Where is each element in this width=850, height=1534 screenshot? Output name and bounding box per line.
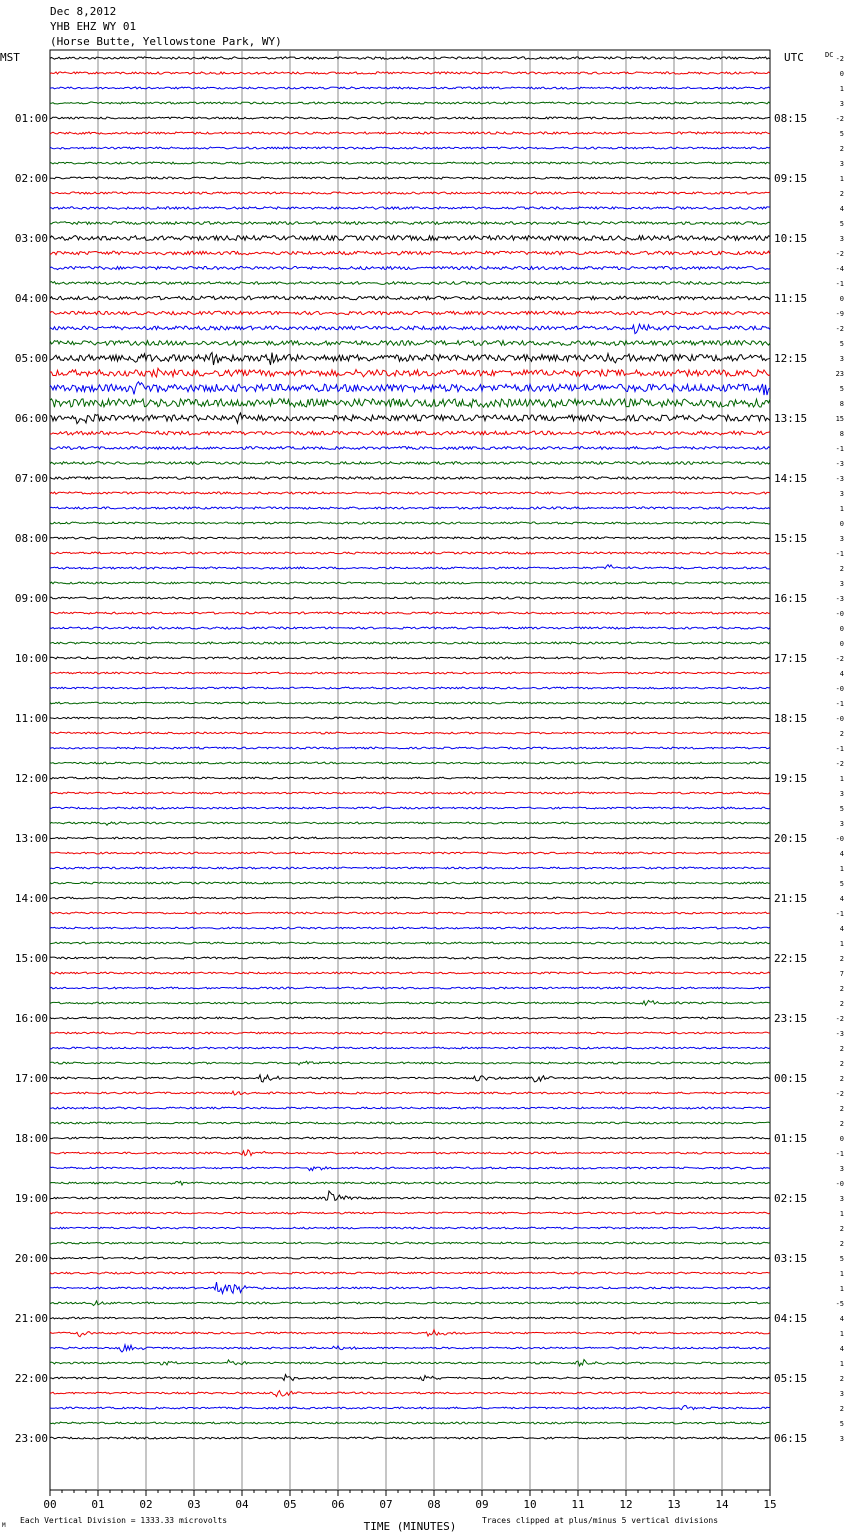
dc-offset-label: 4: [839, 1315, 844, 1323]
seismic-trace: [50, 72, 770, 74]
dc-offset-label: -4: [835, 265, 844, 273]
seismic-trace: [50, 867, 770, 869]
seismic-trace: [50, 522, 770, 524]
seismic-trace: [50, 807, 770, 809]
seismic-trace: [50, 717, 770, 719]
dc-offset-label: 23: [835, 370, 844, 378]
seismic-trace: [50, 777, 770, 779]
dc-offset-label: 5: [839, 1420, 844, 1428]
dc-offset-label: 0: [839, 1135, 844, 1143]
x-tick-label: 15: [763, 1498, 777, 1511]
seismic-trace: [50, 162, 770, 164]
seismic-trace: [50, 147, 770, 149]
utc-hour-label: 10:15: [774, 232, 808, 245]
dc-offset-label: -2: [835, 1090, 844, 1098]
mst-hour-label: 06:00: [14, 412, 48, 425]
seismic-trace: [50, 207, 770, 209]
mst-axis-label: MST: [0, 51, 20, 64]
utc-hour-label: 09:15: [774, 172, 808, 185]
seismic-trace: [50, 1167, 770, 1171]
seismic-trace: [50, 912, 770, 914]
dc-offset-label: 8: [839, 430, 844, 438]
seismic-trace: [50, 324, 770, 333]
utc-hour-label: 20:15: [774, 832, 808, 845]
dc-offset-label: 1: [839, 1270, 844, 1278]
seismic-trace: [50, 927, 770, 929]
seismic-trace: [50, 1047, 770, 1049]
seismic-trace: [50, 732, 770, 734]
seismic-trace: [50, 687, 770, 689]
x-tick-label: 04: [235, 1498, 249, 1511]
seismic-trace: [50, 341, 770, 346]
seismic-trace: [50, 1212, 770, 1214]
seismic-trace: [50, 972, 770, 974]
seismic-trace: [50, 957, 770, 959]
seismic-trace: [50, 1345, 770, 1352]
x-tick-label: 09: [475, 1498, 489, 1511]
dc-offset-label: 2: [839, 1120, 844, 1128]
dc-offset-label: -1: [835, 550, 844, 558]
dc-offset-label: 7: [839, 970, 844, 978]
dc-offset-label: 2: [839, 1375, 844, 1383]
mst-hour-label: 05:00: [14, 352, 48, 365]
seismic-trace: [50, 413, 770, 424]
dc-offset-label: 5: [839, 340, 844, 348]
seismic-trace: [50, 1360, 770, 1366]
seismic-trace: [50, 1191, 770, 1200]
seismic-trace: [50, 132, 770, 134]
dc-offset-label: 4: [839, 850, 844, 858]
dc-offset-label: -5: [835, 1300, 844, 1308]
utc-hour-label: 05:15: [774, 1372, 808, 1385]
seismic-trace: [50, 1257, 770, 1259]
mst-hour-label: 12:00: [14, 772, 48, 785]
seismic-trace: [50, 311, 770, 314]
dc-offset-label: 2: [839, 190, 844, 198]
dc-offset-label: 2: [839, 1045, 844, 1053]
seismic-trace: [50, 87, 770, 89]
utc-hour-label: 08:15: [774, 112, 808, 125]
utc-hour-label: 14:15: [774, 472, 808, 485]
utc-hour-label: 16:15: [774, 592, 808, 605]
seismic-trace: [50, 1391, 770, 1397]
dc-offset-label: 3: [839, 580, 844, 588]
seismic-trace: [50, 1107, 770, 1109]
dc-offset-label: -0: [835, 610, 844, 618]
dc-offset-label: -2: [835, 655, 844, 663]
x-tick-label: 03: [187, 1498, 201, 1511]
dc-offset-label: -9: [835, 310, 844, 318]
clip-note: Traces clipped at plus/minus 5 vertical divisions: [482, 1516, 719, 1525]
seismic-trace: [50, 1317, 770, 1319]
seismic-trace: [50, 897, 770, 899]
dc-offset-label: -1: [835, 1150, 844, 1158]
dc-offset-label: -3: [835, 1030, 844, 1038]
header-station: YHB EHZ WY 01: [50, 20, 137, 33]
dc-offset-label: 3: [839, 160, 844, 168]
utc-hour-label: 19:15: [774, 772, 808, 785]
seismic-trace: [50, 657, 770, 659]
dc-offset-label: 3: [839, 1435, 844, 1443]
mst-hour-label: 09:00: [14, 592, 48, 605]
dc-offset-label: 5: [839, 220, 844, 228]
seismic-trace: [50, 552, 770, 554]
x-axis-title: TIME (MINUTES): [363, 1520, 457, 1533]
dc-axis-label: DC: [825, 51, 834, 59]
x-tick-label: 10: [523, 1498, 537, 1511]
dc-offset-label: 3: [839, 1195, 844, 1203]
seismic-trace: [50, 1375, 770, 1381]
seismic-trace: [50, 399, 770, 407]
dc-offset-label: 2: [839, 565, 844, 573]
mst-hour-label: 02:00: [14, 172, 48, 185]
seismic-trace: [50, 507, 770, 509]
seismic-trace: [50, 1075, 770, 1082]
seismic-trace: [50, 582, 770, 584]
dc-offset-label: 3: [839, 820, 844, 828]
utc-hour-label: 06:15: [774, 1432, 808, 1445]
mst-hour-label: 23:00: [14, 1432, 48, 1445]
dc-offset-label: 1: [839, 940, 844, 948]
x-tick-label: 12: [619, 1498, 633, 1511]
seismic-trace: [50, 382, 770, 395]
x-tick-label: 01: [91, 1498, 105, 1511]
dc-offset-label: 0: [839, 640, 844, 648]
utc-hour-label: 21:15: [774, 892, 808, 905]
seismic-trace: [50, 192, 770, 194]
seismic-trace: [50, 1227, 770, 1229]
dc-offset-label: -1: [835, 745, 844, 753]
dc-offset-label: -2: [835, 115, 844, 123]
utc-hour-label: 00:15: [774, 1072, 808, 1085]
dc-offset-label: -3: [835, 595, 844, 603]
seismic-trace: [50, 1422, 770, 1424]
seismic-trace: [50, 1061, 770, 1065]
dc-offset-label: 0: [839, 625, 844, 633]
dc-offset-label: 4: [839, 205, 844, 213]
seismic-trace: [50, 266, 770, 269]
x-tick-label: 05: [283, 1498, 297, 1511]
mst-hour-label: 16:00: [14, 1012, 48, 1025]
seismic-trace: [50, 565, 770, 569]
dc-offset-label: 2: [839, 1225, 844, 1233]
seismic-trace: [50, 792, 770, 794]
mst-hour-label: 15:00: [14, 952, 48, 965]
mst-hour-label: 11:00: [14, 712, 48, 725]
mst-hour-label: 10:00: [14, 652, 48, 665]
dc-offset-label: -2: [835, 325, 844, 333]
x-tick-label: 02: [139, 1498, 153, 1511]
seismic-trace: [50, 852, 770, 854]
dc-offset-label: -2: [835, 1015, 844, 1023]
x-tick-label: 08: [427, 1498, 441, 1511]
seismic-trace: [50, 1282, 770, 1293]
seismic-trace: [50, 462, 770, 465]
dc-offset-label: 5: [839, 130, 844, 138]
mst-hour-label: 17:00: [14, 1072, 48, 1085]
dc-offset-label: 1: [839, 1210, 844, 1218]
dc-offset-label: 0: [839, 520, 844, 528]
dc-offset-label: -1: [835, 445, 844, 453]
dc-offset-label: 2: [839, 1060, 844, 1068]
dc-offset-label: 1: [839, 865, 844, 873]
mst-hour-label: 22:00: [14, 1372, 48, 1385]
seismic-trace: [50, 177, 770, 179]
dc-offset-label: 4: [839, 925, 844, 933]
dc-offset-label: 4: [839, 895, 844, 903]
dc-offset-label: -0: [835, 685, 844, 693]
seismic-trace: [50, 1122, 770, 1124]
utc-hour-label: 12:15: [774, 352, 808, 365]
seismic-trace: [50, 447, 770, 450]
seismic-trace: [50, 987, 770, 989]
seismic-trace: [50, 1330, 770, 1337]
seismic-trace: [50, 368, 770, 377]
dc-offset-label: 2: [839, 145, 844, 153]
dc-offset-label: 3: [839, 535, 844, 543]
dc-offset-label: 5: [839, 1255, 844, 1263]
dc-offset-label: 3: [839, 490, 844, 498]
dc-offset-label: -1: [835, 910, 844, 918]
utc-hour-label: 23:15: [774, 1012, 808, 1025]
dc-offset-label: 5: [839, 385, 844, 393]
seismic-trace: [50, 672, 770, 674]
seismic-trace: [50, 1437, 770, 1439]
seismic-trace: [50, 627, 770, 629]
seismic-trace: [50, 353, 770, 366]
mst-hour-label: 14:00: [14, 892, 48, 905]
dc-offset-label: 3: [839, 355, 844, 363]
utc-hour-label: 03:15: [774, 1252, 808, 1265]
dc-offset-label: 3: [839, 1165, 844, 1173]
dc-offset-label: 2: [839, 1075, 844, 1083]
dc-offset-label: 5: [839, 805, 844, 813]
dc-offset-label: 1: [839, 505, 844, 513]
header-date: Dec 8,2012: [50, 5, 117, 18]
utc-hour-label: 01:15: [774, 1132, 808, 1145]
x-tick-label: 07: [379, 1498, 393, 1511]
dc-offset-label: -0: [835, 835, 844, 843]
scale-note: Each Vertical Division = 1333.33 microvolts: [20, 1516, 228, 1525]
utc-hour-label: 22:15: [774, 952, 808, 965]
dc-offset-label: 0: [839, 295, 844, 303]
dc-offset-label: 2: [839, 1405, 844, 1413]
mst-hour-label: 04:00: [14, 292, 48, 305]
seismic-trace: [50, 747, 770, 749]
seismic-trace: [50, 102, 770, 104]
seismic-trace: [50, 1406, 770, 1410]
seismic-trace: [50, 296, 770, 300]
seismic-trace: [50, 431, 770, 435]
dc-offset-label: 1: [839, 1360, 844, 1368]
seismic-trace: [50, 57, 770, 59]
dc-offset-label: -1: [835, 280, 844, 288]
seismic-trace: [50, 882, 770, 884]
x-tick-label: 11: [571, 1498, 585, 1511]
dc-offset-label: 5: [839, 880, 844, 888]
dc-offset-label: 3: [839, 235, 844, 243]
dc-offset-label: 0: [839, 70, 844, 78]
seismic-trace: [50, 762, 770, 764]
dc-offset-label: 2: [839, 1105, 844, 1113]
x-tick-label: 00: [43, 1498, 57, 1511]
seismic-trace: [50, 1000, 770, 1005]
seismic-trace: [50, 702, 770, 704]
seismic-trace: [50, 1301, 770, 1306]
header-location: (Horse Butte, Yellowstone Park, WY): [50, 35, 282, 48]
dc-offset-label: 3: [839, 790, 844, 798]
seismic-trace: [50, 837, 770, 839]
mst-hour-label: 07:00: [14, 472, 48, 485]
seismic-trace: [50, 1137, 770, 1139]
seismic-trace: [50, 612, 770, 614]
dc-offset-label: 1: [839, 775, 844, 783]
seismic-trace: [50, 1150, 770, 1156]
mst-hour-label: 08:00: [14, 532, 48, 545]
utc-hour-label: 18:15: [774, 712, 808, 725]
mst-hour-label: 18:00: [14, 1132, 48, 1145]
dc-offset-label: -2: [835, 250, 844, 258]
seismic-trace: [50, 822, 770, 826]
seismic-trace: [50, 236, 770, 241]
dc-offset-label: 2: [839, 730, 844, 738]
seismic-trace: [50, 477, 770, 479]
mst-hour-label: 21:00: [14, 1312, 48, 1325]
mst-hour-label: 01:00: [14, 112, 48, 125]
x-tick-label: 14: [715, 1498, 729, 1511]
seismic-trace: [50, 1242, 770, 1244]
dc-offset-label: -3: [835, 460, 844, 468]
seismic-trace: [50, 282, 770, 285]
dc-offset-label: 3: [839, 1390, 844, 1398]
utc-hour-label: 13:15: [774, 412, 808, 425]
dc-offset-label: 1: [839, 1285, 844, 1293]
dc-offset-label: 2: [839, 955, 844, 963]
dc-offset-label: 15: [835, 415, 844, 423]
seismic-trace: [50, 1181, 770, 1185]
dc-offset-label: -1: [835, 700, 844, 708]
dc-offset-label: 2: [839, 985, 844, 993]
mst-hour-label: 03:00: [14, 232, 48, 245]
dc-offset-label: 1: [839, 175, 844, 183]
dc-offset-label: 1: [839, 85, 844, 93]
dc-offset-label: 8: [839, 400, 844, 408]
dc-offset-label: -0: [835, 715, 844, 723]
x-tick-label: 06: [331, 1498, 345, 1511]
utc-hour-label: 04:15: [774, 1312, 808, 1325]
seismic-trace: [50, 597, 770, 599]
seismic-trace: [50, 251, 770, 255]
dc-offset-label: 1: [839, 1330, 844, 1338]
mst-hour-label: 20:00: [14, 1252, 48, 1265]
dc-offset-label: -3: [835, 475, 844, 483]
dc-offset-label: 4: [839, 1345, 844, 1353]
dc-offset-label: 2: [839, 1240, 844, 1248]
utc-hour-label: 02:15: [774, 1192, 808, 1205]
seismic-trace: [50, 1272, 770, 1274]
dc-offset-label: -2: [835, 760, 844, 768]
mst-hour-label: 13:00: [14, 832, 48, 845]
seismic-trace: [50, 492, 770, 494]
seismic-trace: [50, 1091, 770, 1095]
seismic-trace: [50, 537, 770, 539]
seismic-trace: [50, 222, 770, 225]
utc-axis-label: UTC: [784, 51, 804, 64]
utc-hour-label: 17:15: [774, 652, 808, 665]
utc-hour-label: 15:15: [774, 532, 808, 545]
dc-offset-label: 4: [839, 670, 844, 678]
seismic-trace: [50, 1017, 770, 1019]
mst-hour-label: 19:00: [14, 1192, 48, 1205]
seismic-trace: [50, 642, 770, 644]
dc-offset-label: 2: [839, 1000, 844, 1008]
corner-mark: M: [2, 1522, 6, 1529]
utc-hour-label: 11:15: [774, 292, 808, 305]
dc-offset-label: -0: [835, 1180, 844, 1188]
seismic-trace: [50, 1032, 770, 1034]
seismic-trace: [50, 117, 770, 119]
dc-offset-label: -2: [835, 55, 844, 63]
dc-offset-label: 3: [839, 100, 844, 108]
seismic-trace: [50, 942, 770, 944]
x-tick-label: 13: [667, 1498, 681, 1511]
